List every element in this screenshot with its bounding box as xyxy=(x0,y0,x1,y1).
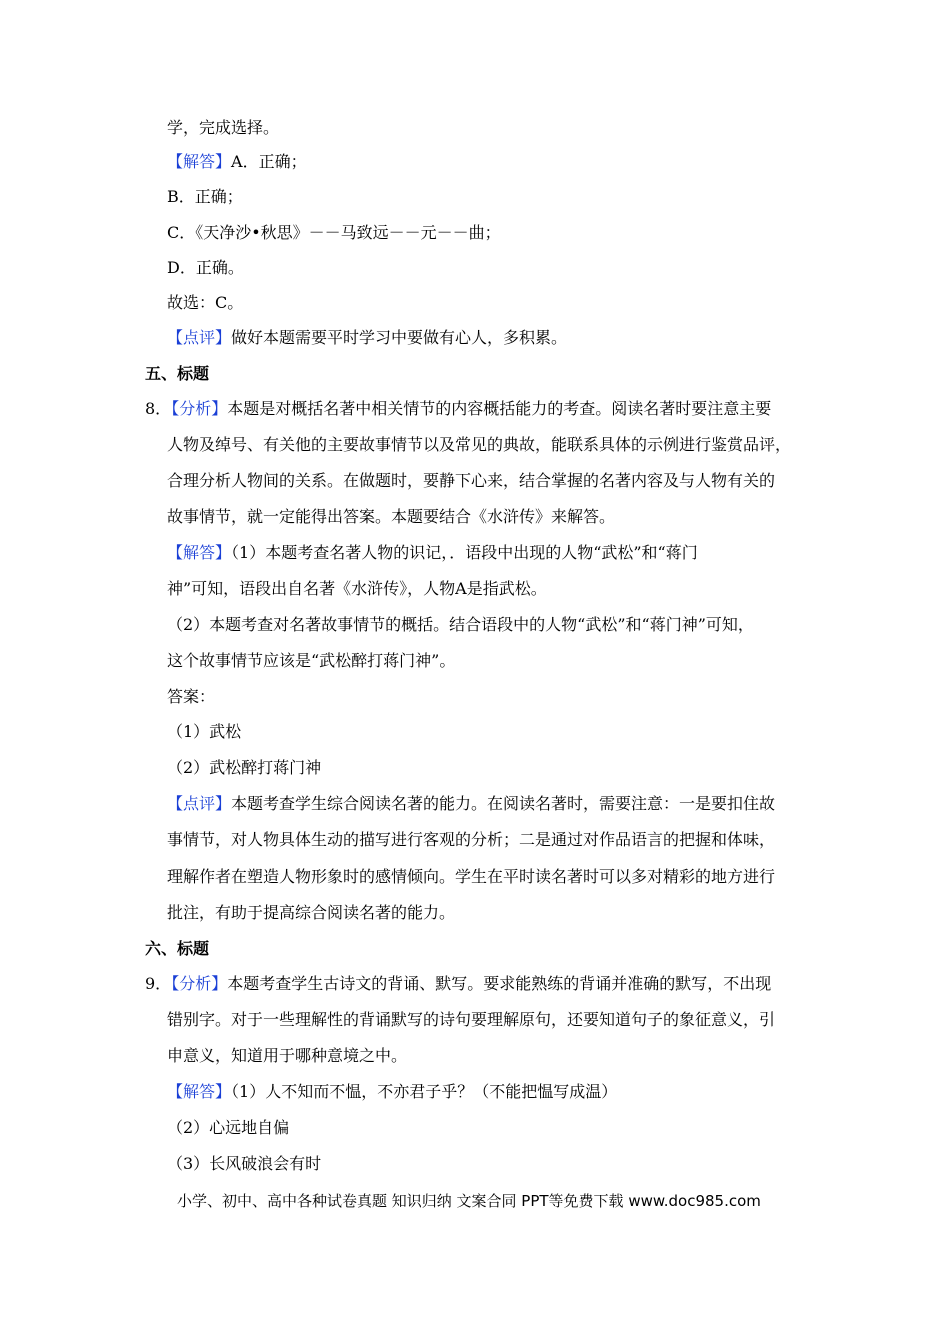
section-heading: 六、标题 xyxy=(145,939,210,958)
text: （1）人不知而不愠，不亦君子乎？（不能把愠写成温） xyxy=(231,1082,618,1101)
text: 做好本题需要平时学习中要做有心人，多积累。 xyxy=(231,328,568,347)
text-line: 人物及绰号、有关他的主要故事情节以及常见的典故，能联系具体的示例进行鉴赏品评， xyxy=(167,435,792,454)
text-line: （2）本题考查对名著故事情节的概括。结合语段中的人物“武松”和“蒋门神”可知， xyxy=(167,615,754,634)
question-line xyxy=(145,973,771,995)
answer-line xyxy=(167,1081,617,1103)
text: B．正确； xyxy=(167,187,243,206)
text-line: 答案： xyxy=(167,687,216,706)
text-line: 神”可知，语段出自名著《水浒传》，人物A是指武松。 xyxy=(167,579,547,598)
answer-tag: 【解答】 xyxy=(167,1082,232,1101)
text: 本题考查学生综合阅读名著的能力。在阅读名著时，需要注意：一是要扣住故 xyxy=(231,794,776,813)
text-line xyxy=(167,292,243,314)
text-line: （3）长风破浪会有时 xyxy=(167,1154,322,1173)
text: 故选：C。 xyxy=(167,293,244,312)
comment-tag: 【点评】 xyxy=(167,794,232,813)
question-number: 8． xyxy=(145,399,172,418)
section-heading: 五、标题 xyxy=(145,364,210,383)
analysis-tag: 【分析】 xyxy=(171,974,228,993)
text-line xyxy=(167,117,279,139)
text-line: 理解作者在塑造人物形象时的感情倾向。学生在平时读名著时可以多对精彩的地方进行 xyxy=(167,867,776,886)
text: A．正确； xyxy=(231,152,307,171)
text: 本题考查学生古诗文的背诵、默写。要求能熟练的背诵并准确的默写，不出现 xyxy=(227,974,772,993)
text-line xyxy=(167,222,501,244)
text: C．《天净沙•秋思》－－马致远－－元－－曲； xyxy=(167,223,501,242)
answer-line xyxy=(167,542,698,564)
page-footer: 小学、初中、高中各种试卷真题 知识归纳 文案合同 PPT等免费下载 www.doc985.com xyxy=(177,1192,761,1210)
text-line: 合理分析人物间的关系。在做题时，要静下心来，结合掌握的名著内容及与人物有关的 xyxy=(167,471,776,490)
text: 本题是对概括名著中相关情节的内容概括能力的考查。阅读名著时要注意主要 xyxy=(227,399,772,418)
text-line: 错别字。对于一些理解性的背诵默写的诗句要理解原句，还要知道句子的象征意义，引 xyxy=(167,1010,776,1029)
answer-tag: 【解答】 xyxy=(167,152,232,171)
comment-line xyxy=(167,793,775,815)
comment-tag: 【点评】 xyxy=(167,328,232,347)
text-line: 这个故事情节应该是“武松醉打蒋门神”。 xyxy=(167,651,456,670)
text-line: 事情节，对人物具体生动的描写进行客观的分析；二是通过对作品语言的把握和体味， xyxy=(167,830,776,849)
text-line: （2）心远地自偏 xyxy=(167,1118,290,1137)
text-line xyxy=(167,186,243,208)
text-line: （2）武松醉打蒋门神 xyxy=(167,758,322,777)
text-line xyxy=(167,257,244,279)
text: D．正确。 xyxy=(167,258,244,277)
text: （1）本题考查名著人物的识记，．语段中出现的人物“武松”和“蒋门 xyxy=(231,543,698,562)
comment-line xyxy=(167,327,567,349)
question-line xyxy=(145,398,771,420)
text: 学，完成选择。 xyxy=(167,118,280,137)
text-line: 批注，有助于提高综合阅读名著的能力。 xyxy=(167,903,456,922)
question-number: 9． xyxy=(145,974,172,993)
answer-tag: 【解答】 xyxy=(167,543,232,562)
analysis-tag: 【分析】 xyxy=(171,399,228,418)
text-line: 故事情节，就一定能得出答案。本题要结合《水浒传》来解答。 xyxy=(167,507,616,526)
text-line: 申意义，知道用于哪种意境之中。 xyxy=(167,1046,408,1065)
answer-line xyxy=(167,151,307,173)
text-line: （1）武松 xyxy=(167,722,242,741)
